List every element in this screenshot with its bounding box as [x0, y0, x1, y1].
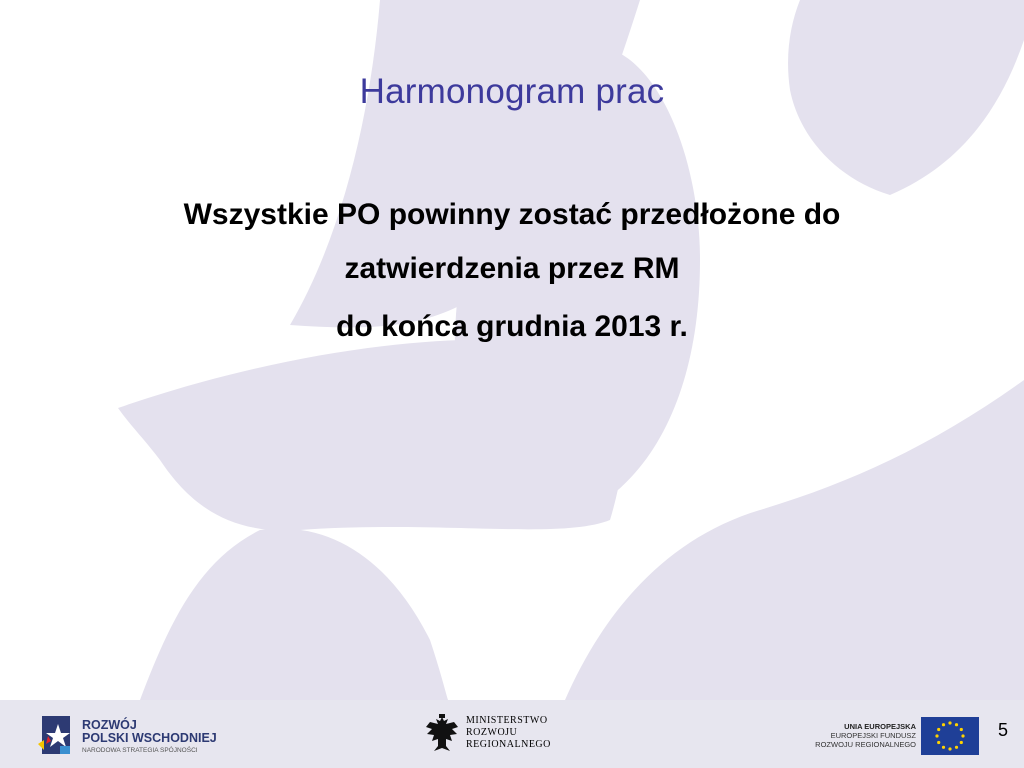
ministerstwo-logo	[424, 712, 574, 758]
right-logo-line-1: UNIA EUROPEJSKA	[844, 722, 916, 731]
bg-shape-bottom-left	[140, 528, 448, 700]
left-logo-line-1: ROZWÓJ	[82, 718, 137, 732]
slide-body	[120, 188, 904, 354]
unia-europejska-logo	[800, 715, 980, 757]
right-logo-line-2: EUROPEJSKI FUNDUSZ	[830, 731, 916, 740]
slide-title: Harmonogram prac	[359, 72, 665, 111]
page-number: 5	[997, 720, 1008, 740]
right-logo-line-3: ROZWOJU REGIONALNEGO	[815, 740, 916, 749]
body-line-2: zatwierdzenia przez RM	[344, 252, 680, 285]
center-logo-line-3: REGIONALNEGO	[466, 739, 551, 750]
polish-eagle-emblem-icon	[424, 713, 460, 755]
body-line-3: do końca grudnia 2013 r.	[336, 310, 688, 343]
footer-band	[0, 700, 1024, 768]
left-logo-line-3: NARODOWA STRATEGIA SPÓJNOŚCI	[82, 747, 198, 754]
left-logo-line-2: POLSKI WSCHODNIEJ	[82, 731, 217, 745]
center-logo-line-2: ROZWOJU	[466, 727, 518, 738]
eu-flag-icon	[921, 717, 979, 755]
center-logo-line-1: MINISTERSTWO	[466, 715, 548, 726]
star-logo-icon	[38, 710, 78, 760]
body-line-1: Wszystkie PO powinny zostać przedłożone do	[183, 198, 841, 231]
rozwoj-polski-wschodniej-logo	[38, 710, 228, 760]
